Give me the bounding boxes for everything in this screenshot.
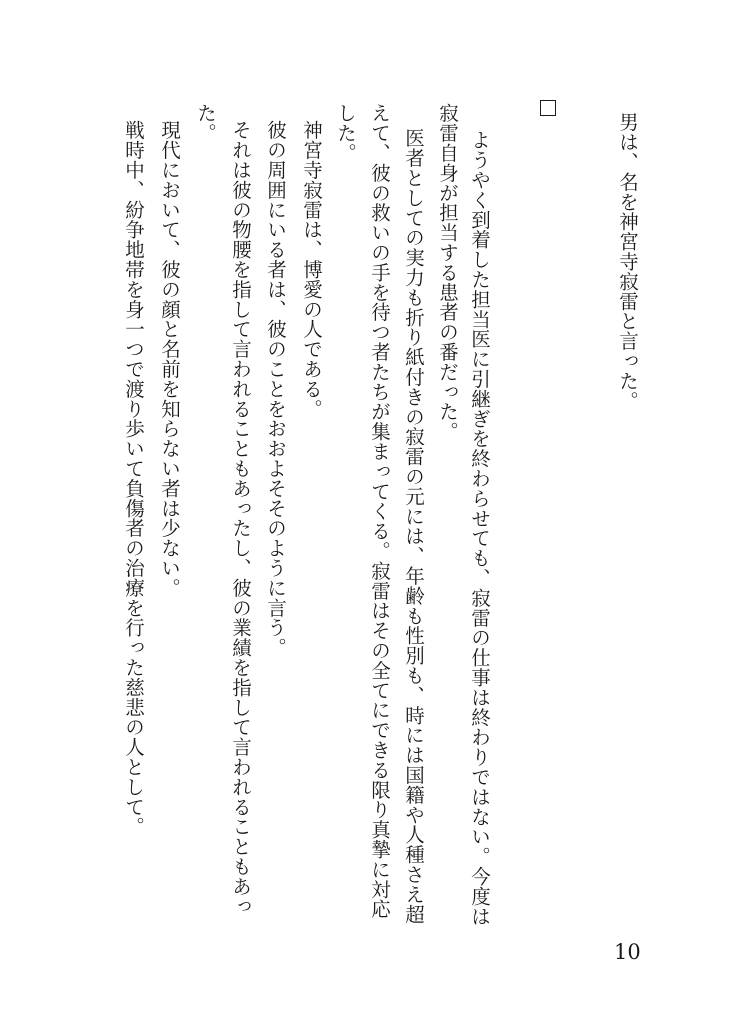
page-number: 10 [614, 940, 641, 964]
scene-break-box [540, 100, 556, 116]
text-column-12: 戦時中、紛争地帯を身一つで渡り歩いて負傷者の治療を行った慈悲の人として。 [122, 120, 145, 837]
text-column-9: それは彼の物腰を指して言われることもあったし、彼の業績を指して言われることもあっ [229, 120, 252, 916]
text-column-3: 寂雷自身が担当する患者の番だった。 [436, 103, 459, 442]
text-column-11: 現代において、彼の顔と名前を知らない者は少ない。 [158, 120, 181, 598]
text-column-1: 男は、名を神宮寺寂雷と言った。 [616, 112, 639, 411]
text-column-6: した。 [334, 103, 357, 163]
text-column-5: えて、彼の救いの手を待つ者たちが集まってくる。寂雷はその全てにできる限り真摯に対応 [368, 103, 391, 919]
text-column-2: ようやく到着した担当医に引継ぎを終わらせても、寂雷の仕事は終わりではない。今度は [468, 130, 491, 926]
text-column-10: た。 [194, 103, 217, 143]
text-column-8: 彼の周囲にいる者は、彼のことをおおよそそのように言う。 [264, 120, 287, 658]
text-column-7: 神宮寺寂雷は、博愛の人である。 [300, 120, 323, 419]
text-column-4: 医者としての実力も折り紙付きの寂雷の元には、年齢も性別も、時には国籍や人種さえ超 [402, 128, 425, 924]
